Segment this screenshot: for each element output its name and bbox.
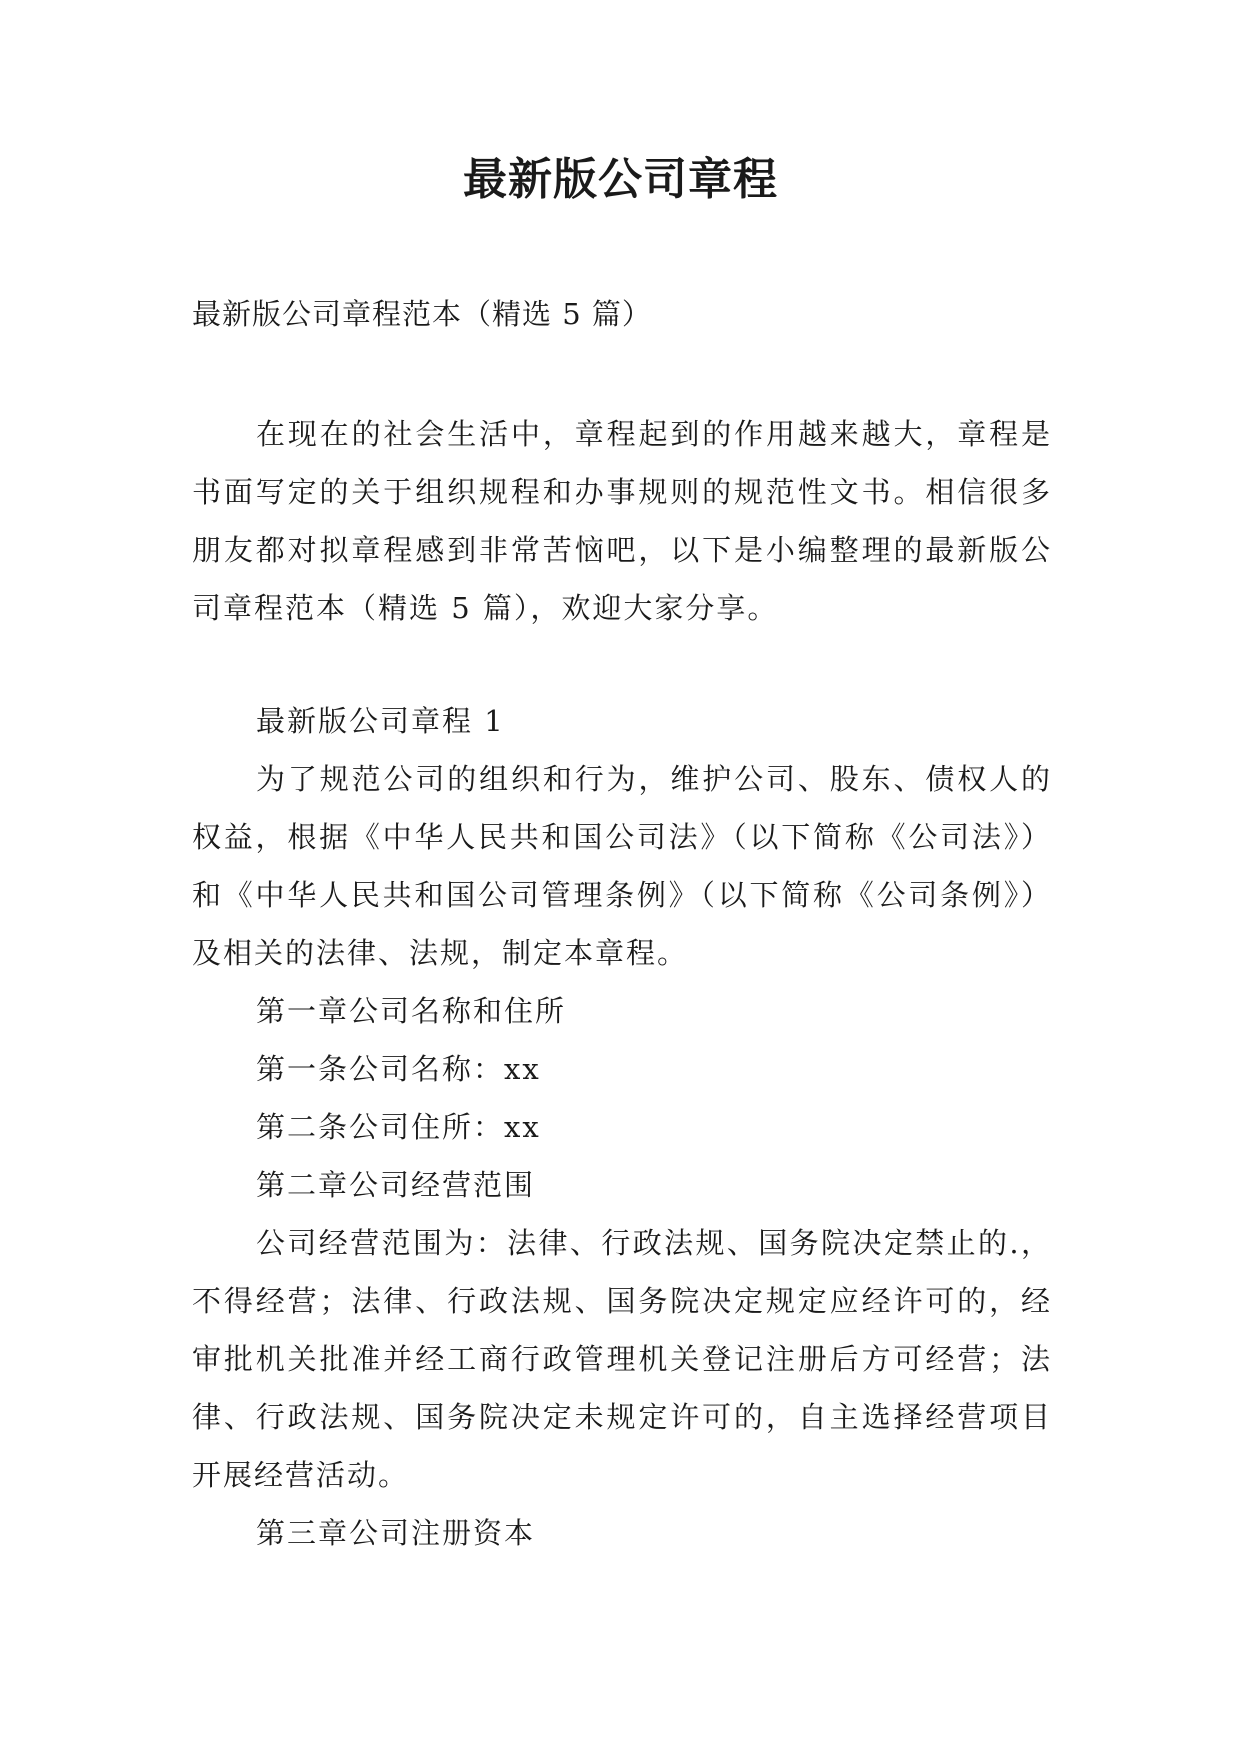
document-body <box>192 692 1052 1562</box>
chapter-heading: 第二章公司经营范围 <box>256 1168 536 1202</box>
article-line: 第二条公司住所：xx <box>256 1110 541 1144</box>
body-paragraph: 公司经营范围为：法律、行政法规、国务院决定禁止的.，不得经营；法律、行政法规、国务院决定规定应经许可的，经审批机关批准并经工商行政管理机关登记注册后方可经营；法律、行政法规、国务院决定未规定许可的，自主选择经营项目开展经营活动。 <box>192 1226 1052 1492</box>
article-line: 第一条公司名称：xx <box>256 1052 541 1086</box>
document-title: 最新版公司章程 <box>463 154 778 205</box>
chapter-heading: 第一章公司名称和住所 <box>256 994 567 1028</box>
body-paragraph: 为了规范公司的组织和行为，维护公司、股东、债权人的权益，根据《中华人民共和国公司法》（以下简称《公司法》）和《中华人民共和国公司管理条例》（以下简称《公司条例》）及相关的法律、法规，制定本章程。 <box>192 762 1052 970</box>
chapter-heading: 第三章公司注册资本 <box>256 1516 536 1550</box>
section-heading: 最新版公司章程 1 <box>256 704 505 738</box>
intro-paragraph: 在现在的社会生活中，章程起到的作用越来越大，章程是书面写定的关于组织规程和办事规则的规范性文书。相信很多朋友都对拟章程感到非常苦恼吧，以下是小编整理的最新版公司章程范本（精选 5 篇），欢迎大家分享。 <box>192 417 1052 625</box>
document-subtitle: 最新版公司章程范本（精选 5 篇） <box>192 297 652 331</box>
